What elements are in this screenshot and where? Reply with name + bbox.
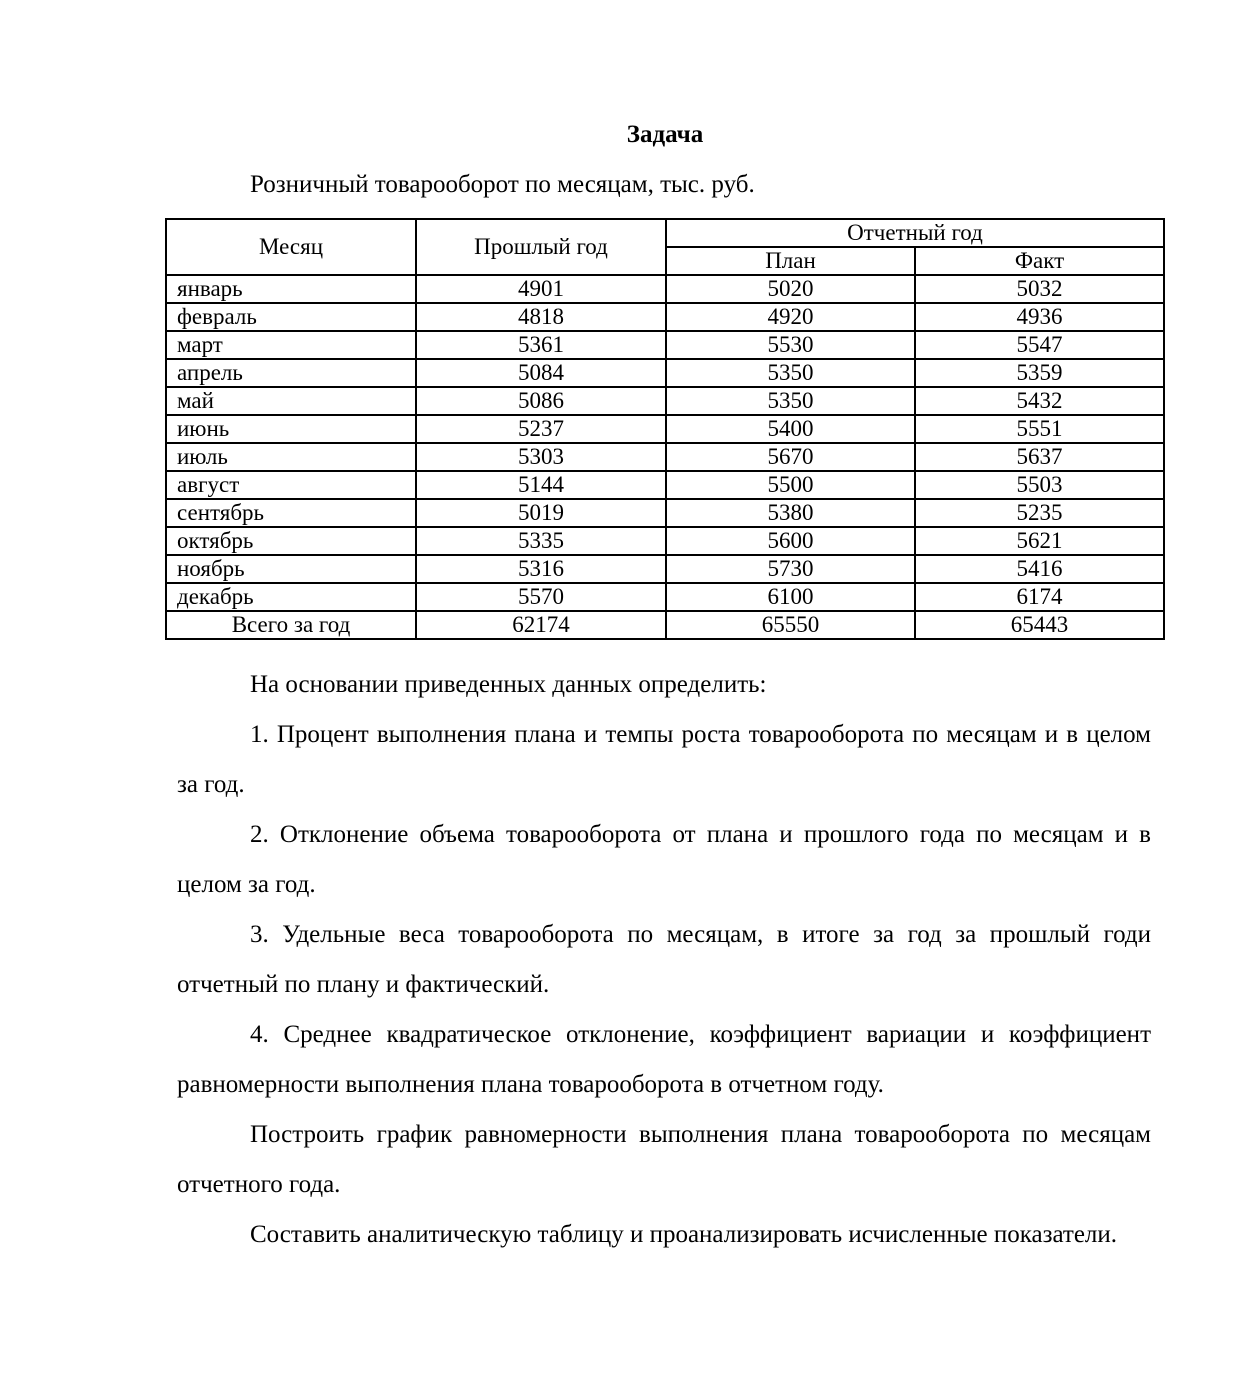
fact-cell: 5551: [915, 415, 1164, 443]
prev-year-cell: 5237: [416, 415, 666, 443]
table-row: [166, 331, 1164, 359]
plan-cell: 5380: [666, 499, 915, 527]
month-cell: ноябрь: [166, 555, 416, 583]
table-row: [166, 275, 1164, 303]
table-row: [166, 471, 1164, 499]
plan-cell: 5730: [666, 555, 915, 583]
prev-year-cell: 5570: [416, 583, 666, 611]
plan-cell: 5600: [666, 527, 915, 555]
fact-cell: 6174: [915, 583, 1164, 611]
document-title: Задача: [626, 121, 704, 148]
plan-cell: 6100: [666, 583, 915, 611]
prev-year-cell: 5086: [416, 387, 666, 415]
prev-year-cell: 5084: [416, 359, 666, 387]
month-cell: октябрь: [166, 527, 416, 555]
task-list: [177, 710, 1151, 1260]
fact-cell: 5416: [915, 555, 1164, 583]
month-cell: декабрь: [166, 583, 416, 611]
month-cell: июнь: [166, 415, 416, 443]
header-fact: Факт: [915, 247, 1164, 275]
task-analysis: Составить аналитическую таблицу и проанализировать исчисленные показатели.: [250, 1221, 1118, 1248]
table-row: [166, 555, 1164, 583]
task-3: 3. Удельные веса товарооборота по месяцам, в итоге за год за прошлый годи отчетный по плану и фактический.: [177, 921, 1151, 998]
table-row: [166, 499, 1164, 527]
prev-year-cell: 5144: [416, 471, 666, 499]
fact-cell: 5637: [915, 443, 1164, 471]
prev-year-cell: 4901: [416, 275, 666, 303]
plan-cell: 5350: [666, 387, 915, 415]
fact-cell: 4936: [915, 303, 1164, 331]
total-label-cell: Всего за год: [166, 611, 416, 639]
fact-cell: 5621: [915, 527, 1164, 555]
month-cell: апрель: [166, 359, 416, 387]
prev-year-cell: 5019: [416, 499, 666, 527]
task-chart: Построить график равномерности выполнения плана товарооборота по месяцам отчетного года.: [177, 1121, 1151, 1198]
plan-cell: 5530: [666, 331, 915, 359]
task-4: 4. Среднее квадратическое отклонение, коэффициент вариации и коэффициент равномерности выполнения плана товарооборота в отчетном году.: [177, 1021, 1151, 1098]
fact-cell: 5235: [915, 499, 1164, 527]
plan-cell: 5400: [666, 415, 915, 443]
plan-cell: 5670: [666, 443, 915, 471]
prev-year-cell: 5361: [416, 331, 666, 359]
header-plan: План: [666, 247, 915, 275]
header-month: Месяц: [166, 219, 416, 275]
plan-cell: 5500: [666, 471, 915, 499]
header-prev-year: Прошлый год: [416, 219, 666, 275]
task-2: 2. Отклонение объема товарооборота от плана и прошлого года по месяцам и в целом за год.: [177, 821, 1151, 898]
fact-cell: 5503: [915, 471, 1164, 499]
month-cell: февраль: [166, 303, 416, 331]
plan-cell: 5350: [666, 359, 915, 387]
total-fact-cell: 65443: [915, 611, 1164, 639]
table-body: [166, 275, 1164, 639]
table-row: [166, 527, 1164, 555]
prev-year-cell: 5335: [416, 527, 666, 555]
fact-cell: 5032: [915, 275, 1164, 303]
task-1: 1. Процент выполнения плана и темпы роста товарооборота по месяцам и в целом за год.: [177, 721, 1151, 798]
total-plan-cell: 65550: [666, 611, 915, 639]
table-row: [166, 443, 1164, 471]
prev-year-cell: 5303: [416, 443, 666, 471]
turnover-table: [165, 218, 1165, 640]
fact-cell: 5359: [915, 359, 1164, 387]
fact-cell: 5547: [915, 331, 1164, 359]
month-cell: январь: [166, 275, 416, 303]
total-row: [166, 611, 1164, 639]
month-cell: май: [166, 387, 416, 415]
plan-cell: 5020: [666, 275, 915, 303]
table-row: [166, 583, 1164, 611]
fact-cell: 5432: [915, 387, 1164, 415]
table-row: [166, 387, 1164, 415]
table-row: [166, 415, 1164, 443]
total-prev-cell: 62174: [416, 611, 666, 639]
prev-year-cell: 5316: [416, 555, 666, 583]
header-report-year: Отчетный год: [666, 219, 1164, 247]
month-cell: март: [166, 331, 416, 359]
prev-year-cell: 4818: [416, 303, 666, 331]
lead-text: На основании приведенных данных определить:: [250, 671, 767, 698]
month-cell: сентябрь: [166, 499, 416, 527]
table-row: [166, 359, 1164, 387]
plan-cell: 4920: [666, 303, 915, 331]
month-cell: август: [166, 471, 416, 499]
table-row: [166, 303, 1164, 331]
month-cell: июль: [166, 443, 416, 471]
table-caption: Розничный товарооборот по месяцам, тыс. руб.: [250, 171, 755, 198]
